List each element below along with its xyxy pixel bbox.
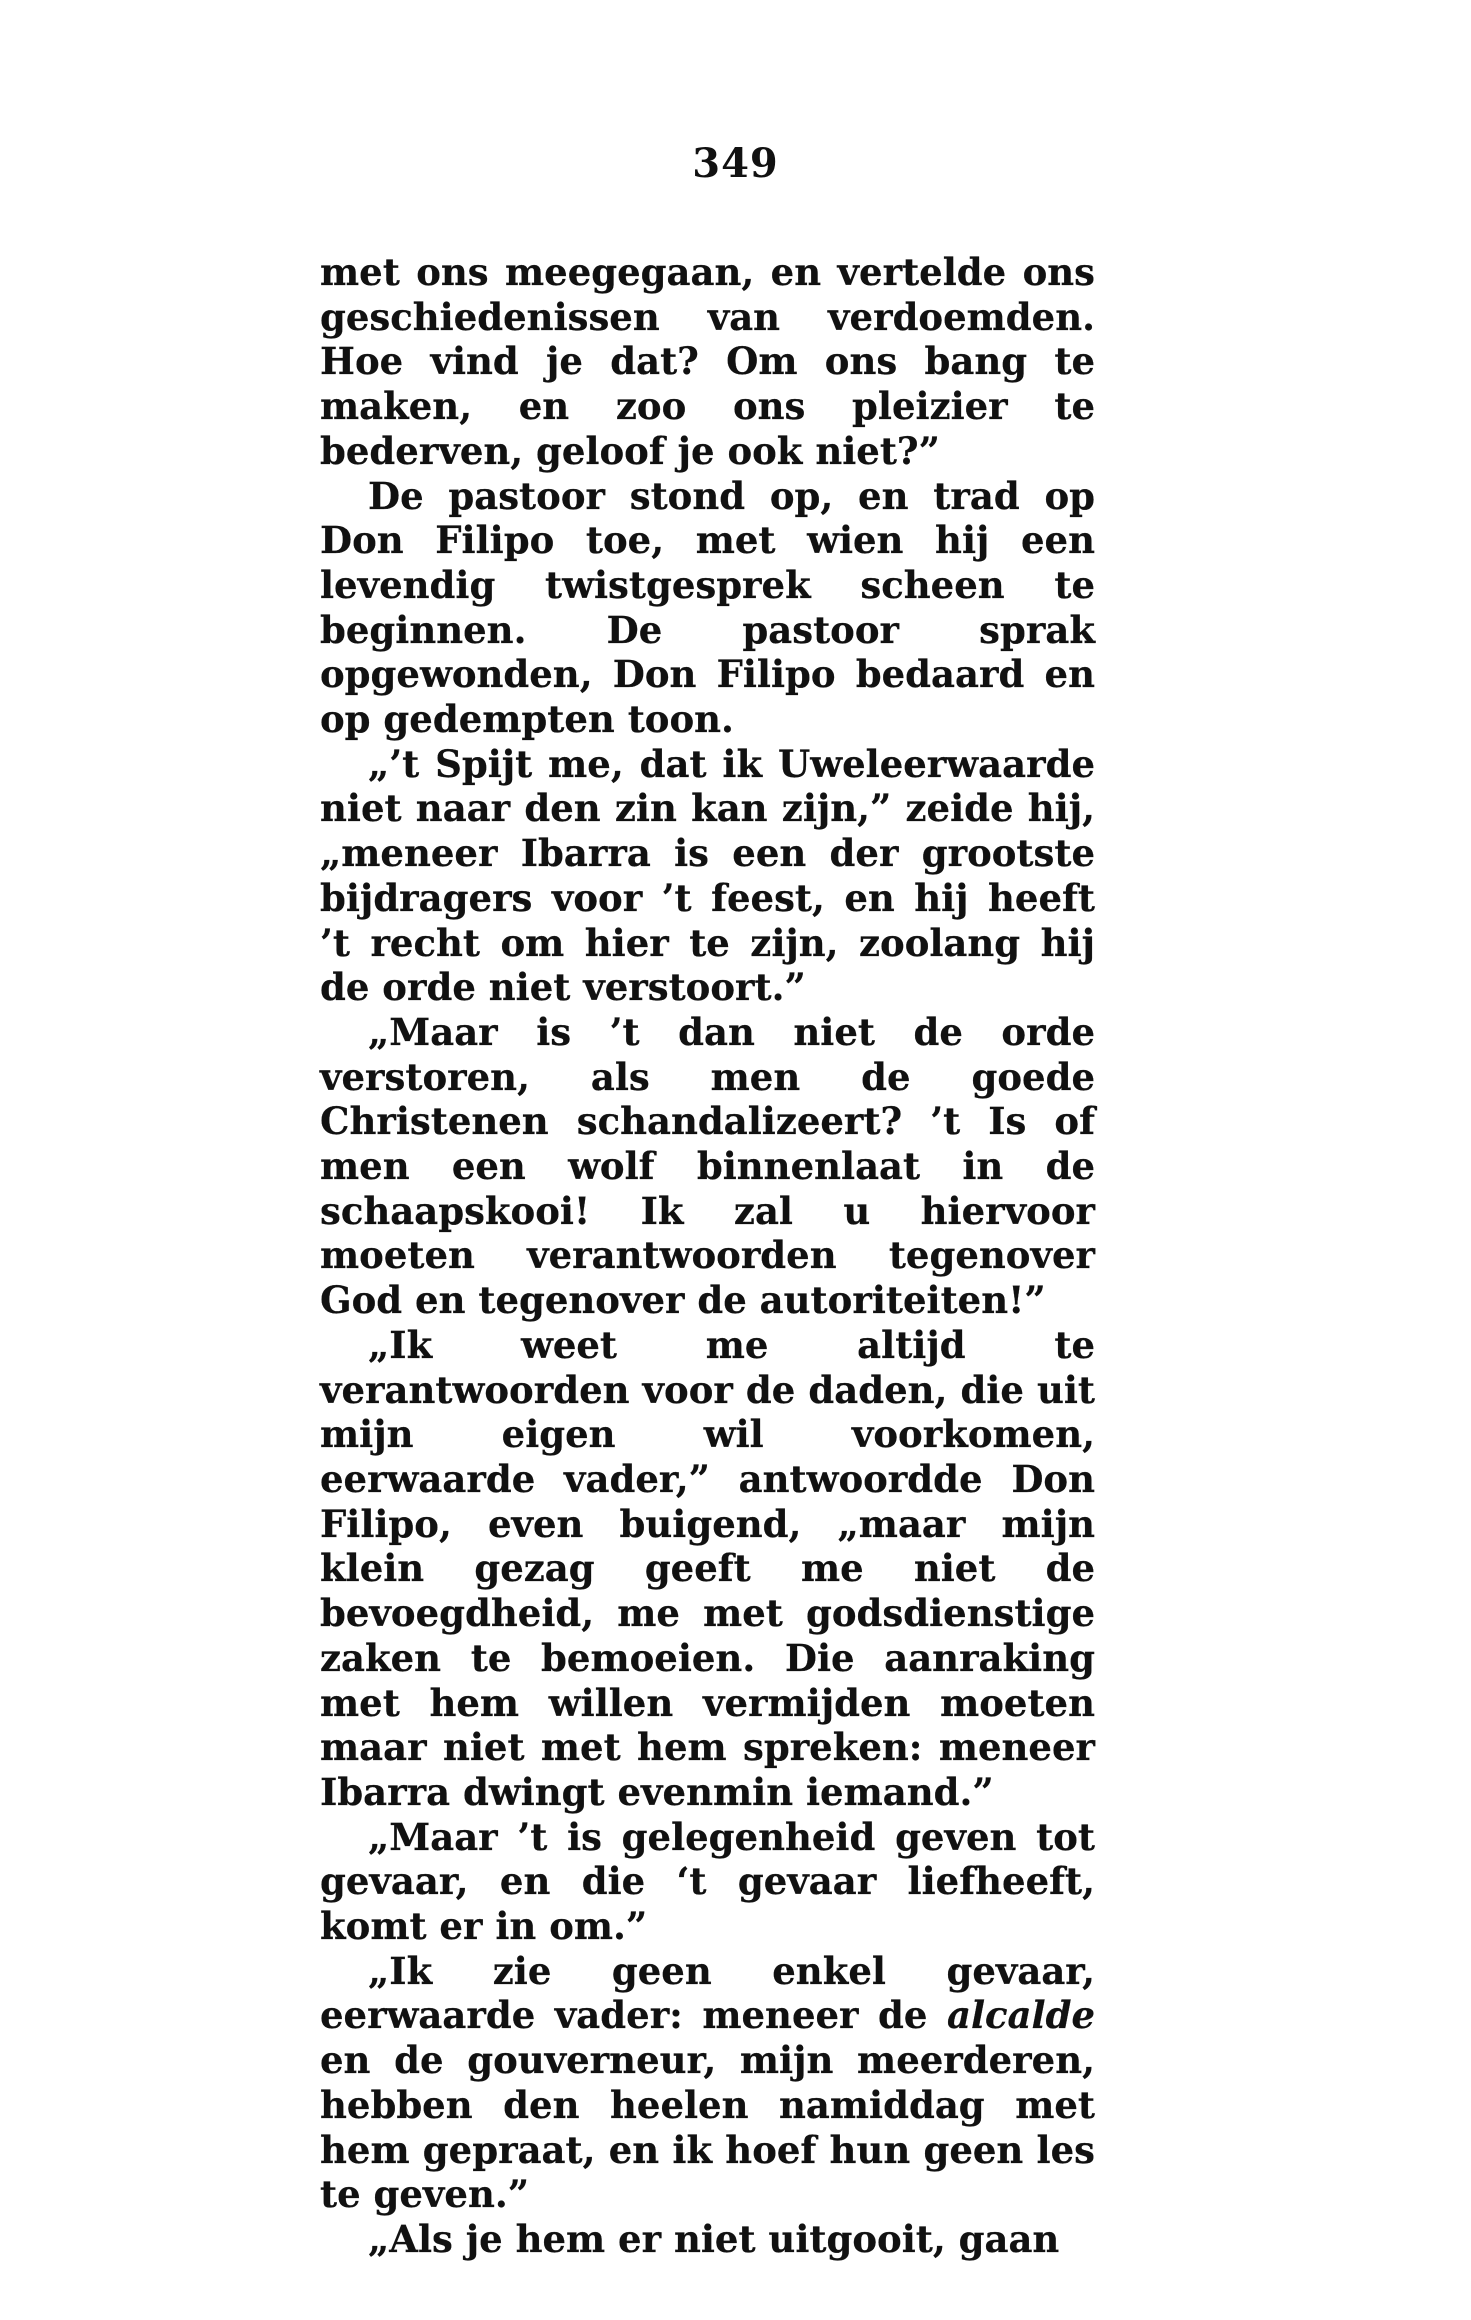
page-number: 349 — [692, 140, 779, 187]
paragraph-with-italic — [320, 1949, 1095, 2217]
paragraph: „Maar ’t is gelegenheid geven tot gevaar, en die ‘t gevaar liefheeft, komt er in om.” — [320, 1814, 1095, 1949]
paragraph-continuation: met ons meegegaan, en vertelde ons geschiedenissen van verdoemden. Hoe vind je dat? Om ons bang te maken, en zoo ons pleizier te bederven, geloof je ook niet?” — [320, 250, 1095, 473]
paragraph: „Ik weet me altijd te verantwoorden voor de daden, die uit mijn eigen wil voorkomen, eerwaarde vader,” antwoordde Don Filipo, even buigend, „maar mijn klein gezag geeft me niet de bevoegdheid, me met godsdienstige zaken te bemoeien. Die aanraking met hem willen vermijden moeten maar niet met hem spreken: meneer Ibarra dwingt evenmin iemand.” — [320, 1322, 1095, 1814]
paragraph-text-before-italic: „Ik zie geen enkel gevaar, eerwaarde vader: meneer de — [320, 1948, 1095, 2038]
body-text — [320, 250, 1095, 2262]
paragraph: De pastoor stond op, en trad op Don Filipo toe, met wien hij een levendig twistgesprek scheen te beginnen. De pastoor sprak opgewonden, Don Filipo bedaard en op gedempten toon. — [320, 473, 1095, 742]
paragraph-text-after-italic: en de gouverneur, mijn meerderen, hebben den heelen namiddag met hem gepraat, en ik hoef hun geen les te geven.” — [320, 2038, 1095, 2217]
paragraph: „Maar is ’t dan niet de orde verstoren, als men de goede Christenen schandalizeert? ’t Is of men een wolf binnenlaat in de schaapskooi! Ik zal u hiervoor moeten verantwoorden tegenover God en tegenover de autoriteiten!” — [320, 1009, 1095, 1323]
paragraph: „’t Spijt me, dat ik Uweleerwaarde niet naar den zin kan zijn,” zeide hij, „meneer Ibarra is een der grootste bijdragers voor ’t feest, en hij heeft ’t recht om hier te zijn, zoolang hij de orde niet verstoort.” — [320, 741, 1095, 1010]
paragraph-last-line: „Als je hem er niet uitgooit, gaan — [368, 2216, 1060, 2261]
italic-word: alcalde — [947, 1993, 1095, 2038]
